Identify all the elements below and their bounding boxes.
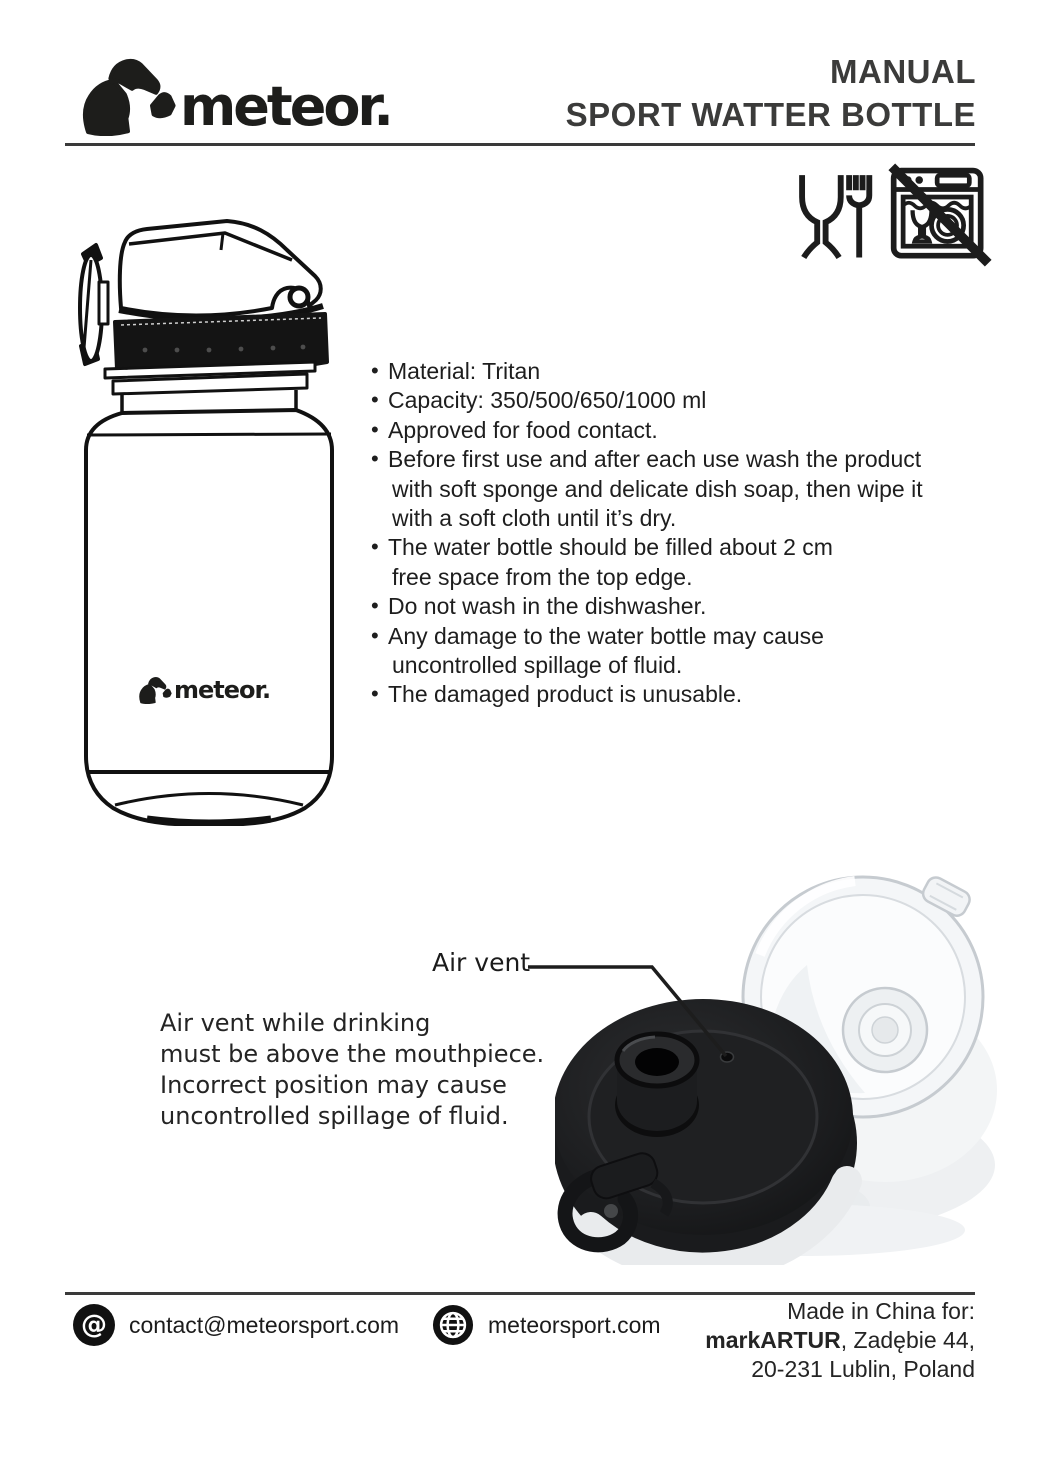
bottle-line-drawing	[75, 198, 340, 826]
globe-icon	[432, 1304, 474, 1346]
list-item: • Capacity: 350/500/650/1000 ml	[371, 386, 981, 415]
no-dishwasher-icon	[888, 163, 992, 267]
page-title	[566, 50, 976, 136]
meteor-logo-icon	[80, 56, 176, 136]
footer-divider	[65, 1292, 975, 1295]
header-divider	[65, 143, 975, 146]
air-vent-callout-line	[524, 952, 739, 1064]
brand-logo-text: meteor.	[180, 75, 391, 138]
email-at-icon: @	[73, 1304, 115, 1346]
brand-logo	[80, 56, 391, 136]
title-line-manual: MANUAL	[830, 53, 976, 90]
list-item: • Any damage to the water bottle may cause uncontrolled spillage of fluid.	[371, 622, 981, 681]
manufacturer-address	[705, 1297, 975, 1384]
website-address: meteorsport.com	[488, 1311, 661, 1338]
air-vent-label: Air vent	[432, 948, 531, 977]
meteor-logo-icon	[138, 676, 172, 704]
list-item: • Material: Tritan	[371, 357, 981, 386]
list-item: • The water bottle should be filled about 2 cm free space from the top edge.	[371, 533, 981, 592]
bottle-printed-logo	[138, 676, 270, 704]
brand-address-line: markARTUR, Zadębie 44,	[705, 1327, 975, 1353]
contact-email	[73, 1303, 399, 1347]
list-item: • Do not wash in the dishwasher.	[371, 592, 981, 621]
air-vent-note: Air vent while drinking must be above the mouthpiece. Incorrect position may cause uncontrolled spillage of fluid.	[160, 1009, 545, 1130]
made-in-line: Made in China for:	[787, 1298, 975, 1324]
list-item: • The damaged product is unusable.	[371, 680, 981, 709]
title-line-product: SPORT WATTER BOTTLE	[565, 96, 976, 133]
list-item: • Approved for food contact.	[371, 416, 981, 445]
food-safe-icon	[792, 170, 876, 266]
contact-website	[432, 1303, 661, 1347]
list-item: • Before first use and after each use wash the product with soft sponge and delicate dish soap, then wipe it with a soft cloth until it’s dry.	[371, 445, 981, 533]
city-line: 20-231 Lublin, Poland	[751, 1356, 975, 1382]
product-info-list	[371, 357, 981, 710]
email-address: contact@meteorsport.com	[129, 1311, 400, 1338]
bottle-logo-text: meteor.	[174, 676, 271, 704]
